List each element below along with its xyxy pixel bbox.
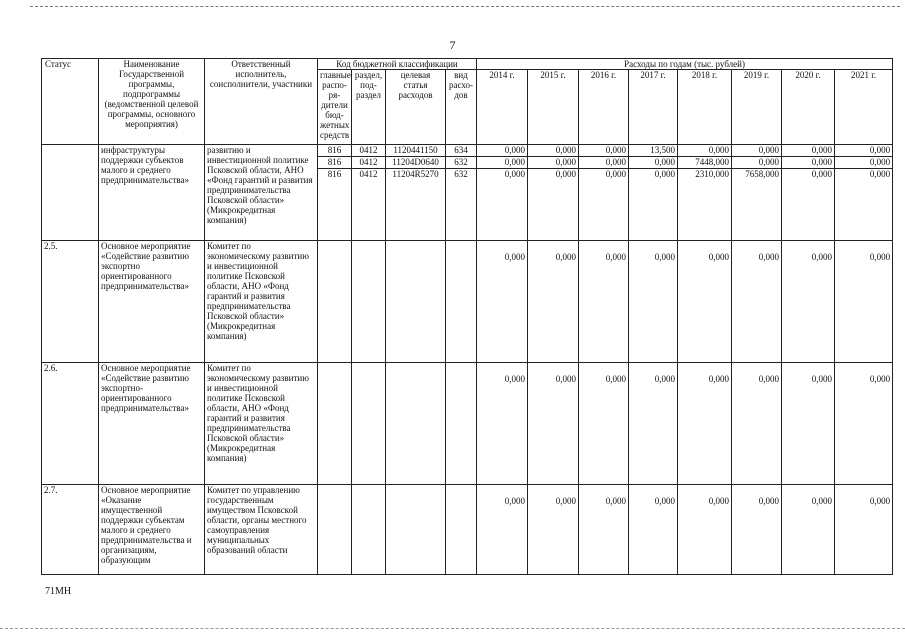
row-responsible: Комитет по управлению государственным имуществом Псковской области, органы местного самоуправления муниципальных образований области — [205, 485, 318, 575]
code-cell: 816 — [318, 157, 351, 169]
row-expense-type-codes — [446, 145, 477, 241]
value-cell: 0,000 — [528, 363, 579, 485]
header-year-2020: 2020 г. — [782, 70, 835, 145]
value-cell: 0,000 — [732, 363, 782, 485]
code-cell: 11204R5270 — [392, 169, 439, 179]
value-cell: 0,000 — [579, 485, 629, 575]
value-cell: 0,000 — [811, 169, 833, 179]
code-cell: 11204D0640 — [386, 157, 445, 169]
value-cell: 0,000 — [477, 485, 528, 575]
value-cell: 0,000 — [678, 485, 732, 575]
scan-bottom-edge — [0, 628, 905, 629]
value-cell: 0,000 — [579, 145, 628, 157]
row-name: Основное мероприятие «Содействие развитию экспортно-ориентированного предпринимательства» — [99, 363, 205, 485]
value-cell: 0,000 — [869, 169, 891, 179]
value-cell: 0,000 — [477, 363, 528, 485]
row-target-article-codes — [386, 363, 446, 485]
value-cell: 0,000 — [732, 145, 781, 157]
row-section-codes — [352, 241, 386, 363]
row-target-article-codes — [386, 145, 446, 241]
value-cell: 0,000 — [477, 241, 528, 363]
header-target-article: целевая статья расходов — [386, 70, 446, 145]
row-values-2015 — [528, 145, 579, 241]
value-cell: 0,000 — [732, 157, 781, 169]
row-values-2019 — [732, 145, 782, 241]
value-cell: 0,000 — [528, 485, 579, 575]
row-values-2016 — [579, 145, 629, 241]
value-cell: 0,000 — [782, 157, 834, 169]
row-status: 2.6. — [42, 363, 99, 485]
value-cell: 0,000 — [835, 145, 892, 157]
code-cell: 1120441150 — [386, 145, 445, 157]
value-cell: 0,000 — [835, 241, 893, 363]
header-year-2018: 2018 г. — [678, 70, 732, 145]
page-number: 7 — [449, 38, 456, 52]
code-cell: 632 — [454, 169, 468, 179]
value-cell: 0,000 — [732, 241, 782, 363]
row-responsible: Комитет по экономическому развитию и инвестиционной политике Псковской области, АНО «Фонд гарантий и развития предпринимательства Псковской области» (Микрокредитная компания) — [205, 241, 318, 363]
value-cell: 7658,000 — [745, 169, 780, 179]
header-section: раздел, под-раздел — [352, 70, 386, 145]
value-cell: 0,000 — [782, 363, 835, 485]
header-row-top — [42, 59, 893, 70]
row-responsible: Комитет по экономическому развитию и инвестиционной политике Псковской области, АНО «Фонд гарантий и развития предпринимательства Псковской области» (Микрокредитная компания) — [205, 363, 318, 485]
code-cell: 0412 — [352, 157, 385, 169]
value-cell: 0,000 — [629, 157, 677, 169]
code-cell: 632 — [446, 157, 476, 169]
row-expense-type-codes — [446, 241, 477, 363]
value-cell: 0,000 — [654, 169, 676, 179]
row-section-codes — [352, 485, 386, 575]
table-row — [42, 485, 893, 575]
value-cell: 0,000 — [678, 363, 732, 485]
row-name: Основное мероприятие «Оказание имущественной поддержки субъектам малого и среднего предпринимательства и организациям, образующим — [99, 485, 205, 575]
header-expenses-by-year: Расходы по годам (тыс. рублей) — [477, 59, 893, 70]
value-cell: 0,000 — [579, 241, 629, 363]
header-chief-manager: главные распо-ря-дители бюд-жетных средств — [318, 70, 352, 145]
row-values-2020 — [782, 145, 835, 241]
scan-top-edge — [30, 6, 900, 7]
value-cell: 0,000 — [782, 145, 834, 157]
row-status — [42, 145, 99, 241]
value-cell: 0,000 — [835, 485, 893, 575]
value-cell: 0,000 — [504, 169, 526, 179]
header-budget-classification: Код бюджетной классификации — [318, 59, 477, 70]
row-expense-type-codes — [446, 363, 477, 485]
row-target-article-codes — [386, 485, 446, 575]
value-cell: 0,000 — [579, 157, 628, 169]
row-section-codes — [352, 363, 386, 485]
value-cell: 0,000 — [835, 363, 893, 485]
header-status: Статус — [42, 59, 99, 145]
row-values-2021 — [835, 145, 893, 241]
header-year-2014: 2014 г. — [477, 70, 528, 145]
header-year-2015: 2015 г. — [528, 70, 579, 145]
row-target-article-codes — [386, 241, 446, 363]
expenditure-table — [41, 58, 893, 575]
code-cell: 634 — [446, 145, 476, 157]
code-cell: 0412 — [352, 145, 385, 157]
header-year-2019: 2019 г. — [732, 70, 782, 145]
row-name: Основное мероприятие «Содействие развитию экспортно ориентированного предпринимательства» — [99, 241, 205, 363]
value-cell: 0,000 — [605, 169, 627, 179]
row-responsible: развитию и инвестиционной политике Псковской области, АНО «Фонд гарантий и развития предпринимательства Псковской области» (Микрокредитная компания) — [205, 145, 318, 241]
value-cell: 0,000 — [629, 363, 678, 485]
value-cell: 0,000 — [678, 241, 732, 363]
value-cell: 0,000 — [732, 485, 782, 575]
table-row — [42, 145, 893, 241]
row-values-2018 — [678, 145, 732, 241]
row-values-2014 — [477, 145, 528, 241]
value-cell: 13,500 — [629, 145, 677, 157]
header-year-2021: 2021 г. — [835, 70, 893, 145]
value-cell: 7448,000 — [678, 157, 731, 169]
value-cell: 0,000 — [629, 241, 678, 363]
row-chief-manager-codes — [318, 241, 352, 363]
value-cell: 2310,000 — [695, 169, 730, 179]
value-cell: 0,000 — [579, 363, 629, 485]
value-cell: 0,000 — [528, 157, 578, 169]
header-year-2016: 2016 г. — [579, 70, 629, 145]
header-responsible: Ответственный исполнитель, соисполнители, участники — [205, 59, 318, 145]
row-name: инфраструктуры поддержки субъектов малого и среднего предпринимательства» — [99, 145, 205, 241]
value-cell: 0,000 — [528, 241, 579, 363]
value-cell: 0,000 — [528, 145, 578, 157]
table-row — [42, 241, 893, 363]
row-section-codes — [352, 145, 386, 241]
value-cell: 0,000 — [477, 145, 527, 157]
value-cell: 0,000 — [782, 241, 835, 363]
code-cell: 0412 — [359, 169, 378, 179]
code-cell: 816 — [318, 145, 351, 157]
row-status: 2.5. — [42, 241, 99, 363]
footer-code: 71МН — [45, 586, 72, 597]
value-cell: 0,000 — [477, 157, 527, 169]
row-chief-manager-codes — [318, 363, 352, 485]
row-values-2017 — [629, 145, 678, 241]
row-expense-type-codes — [446, 485, 477, 575]
code-cell: 816 — [327, 169, 342, 179]
table-row — [42, 363, 893, 485]
value-cell: 0,000 — [835, 157, 892, 169]
row-chief-manager-codes — [318, 485, 352, 575]
row-status: 2.7. — [42, 485, 99, 575]
value-cell: 0,000 — [629, 485, 678, 575]
header-expense-type: вид расхо-дов — [446, 70, 477, 145]
row-chief-manager-codes — [318, 145, 352, 241]
header-year-2017: 2017 г. — [629, 70, 678, 145]
value-cell: 0,000 — [782, 485, 835, 575]
value-cell: 0,000 — [555, 169, 577, 179]
header-name: Наименование Государственной программы, подпрограммы (ведомственной целевой программы, основного мероприятия) — [99, 59, 205, 145]
value-cell: 0,000 — [678, 145, 731, 157]
